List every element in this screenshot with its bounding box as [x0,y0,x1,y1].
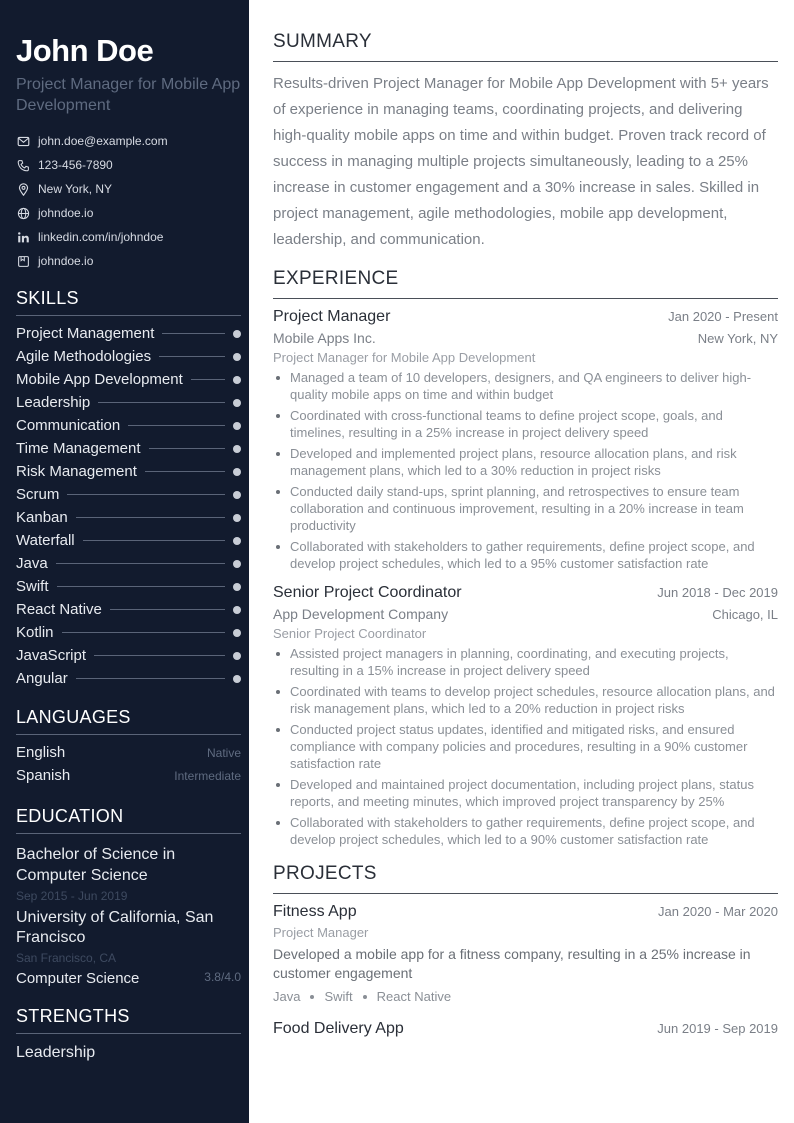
language-level: Native [206,745,241,760]
job-bullet: Collaborated with stakeholders to gather requirements, define project scope, and develop project schedules, which led to a 90% customer satisfaction rate [273,814,778,848]
education-degree: Bachelor of Science in Computer Science [16,846,176,884]
skill-label: Risk Management [16,463,137,480]
skills-list [16,322,241,690]
tag-separator [363,995,367,999]
skill-divider [149,448,226,449]
skill-item [16,391,241,414]
skill-dot [233,652,241,660]
skill-item [16,529,241,552]
skill-divider [98,402,225,403]
skill-item [16,483,241,506]
job-bullet: Developed and maintained project documentation, including project plans, status reports, and meeting minutes, which improved project transparency by 25% [273,776,778,810]
skill-divider [83,540,225,541]
skill-item [16,621,241,644]
skill-divider [162,333,225,334]
skill-label: Waterfall [16,532,75,549]
project-header [273,1020,778,1038]
skill-label: JavaScript [16,647,87,664]
skill-dot [233,583,241,591]
skill-divider [76,678,225,679]
languages-list [16,741,241,787]
experience-section [273,267,778,848]
job-title: Project Manager [273,308,391,325]
projects-heading: PROJECTS [273,862,778,894]
tag-separator [310,995,314,999]
job-entry [273,584,778,848]
language-item [16,764,241,787]
project-role: Project Manager [273,925,369,940]
project-tag: React Native [376,989,452,1004]
job-bullet: Assisted project managers in planning, coordinating, and executing projects, resulting in a 15% increase in project delivery speed [273,645,778,679]
summary-text: Results-driven Project Manager for Mobile App Development with 5+ years of experience in managing teams, coordinating projects, and delivering high-quality mobile apps on time and within budget. Proven track record of success in managing multiple projects simultaneously, leading to a 25% increase in customer engagement and a 30% increase in sales. Skilled in project management, agile methodologies, mobile app development, leadership, and communication. [273,75,769,248]
skill-divider [62,632,225,633]
job-bullet: Conducted daily stand-ups, sprint planning, and retrospectives to ensure team collaboration and continuous improvement, resulting in a 20% increase in team productivity [273,483,778,534]
contact-phone[interactable] [16,153,241,177]
skill-item [16,575,241,598]
skill-item [16,437,241,460]
skill-dot [233,675,241,683]
contact-location-text: New York, NY [38,182,113,196]
skill-label: Kanban [16,509,68,526]
contact-email[interactable] [16,129,241,153]
skill-item [16,644,241,667]
candidate-name: John Doe [16,33,154,68]
contact-phone-text: 123-456-7890 [38,158,113,172]
job-company: App Development Company [273,606,449,622]
language-name: Spanish [16,767,71,784]
experience-heading: EXPERIENCE [273,267,778,299]
job-entry [273,308,778,572]
skill-divider [94,655,225,656]
language-name: English [16,744,66,761]
skill-item [16,506,241,529]
job-title: Senior Project Coordinator [273,584,462,601]
summary-heading: SUMMARY [273,30,778,62]
skill-label: Angular [16,670,68,687]
job-bullet: Developed and implemented project plans, resource allocation plans, and risk management plans, which led to a 30% reduction in project risks [273,445,778,479]
job-company: Mobile Apps Inc. [273,330,376,346]
skill-dot [233,330,241,338]
job-company-row [273,602,778,622]
skill-item [16,345,241,368]
education-heading: EDUCATION [16,805,241,834]
portfolio-icon [16,254,30,268]
education-dates: Sep 2015 - Jun 2019 [16,889,128,903]
skill-dot [233,606,241,614]
skill-item [16,322,241,345]
job-dates: Jan 2020 - Present [668,309,778,324]
education-entry [16,844,241,987]
contact-website-text: johndoe.io [38,206,94,220]
education-gpa: 3.8/4.0 [204,970,241,984]
project-tag: Java [273,989,301,1004]
project-tag: Swift [324,989,353,1004]
job-location: Chicago, IL [712,607,778,622]
skill-label: Agile Methodologies [16,348,152,365]
job-subtitle: Senior Project Coordinator [273,626,427,641]
skill-dot [233,537,241,545]
skill-label: React Native [16,601,102,618]
linkedin-icon [16,230,30,244]
contact-portfolio[interactable] [16,249,241,273]
skill-item [16,368,241,391]
job-dates: Jun 2018 - Dec 2019 [657,585,778,600]
education-school: University of California, San Francisco [16,909,214,946]
strength-item: Leadership [16,1044,96,1061]
phone-icon [16,158,30,172]
skill-dot [233,468,241,476]
language-level: Intermediate [174,768,241,783]
mail-icon [16,134,30,148]
skill-label: Leadership [16,394,91,411]
contact-website[interactable] [16,201,241,225]
contact-list [16,129,241,273]
project-title: Fitness App [273,903,357,920]
skill-divider [159,356,225,357]
job-bullets [273,645,778,848]
skill-divider [145,471,225,472]
skill-divider [128,425,225,426]
project-dates: Jan 2020 - Mar 2020 [658,904,778,919]
contact-linkedin[interactable] [16,225,241,249]
skill-item [16,414,241,437]
skill-dot [233,353,241,361]
skill-dot [233,560,241,568]
skill-dot [233,399,241,407]
skill-dot [233,376,241,384]
job-subtitle: Project Manager for Mobile App Development [273,350,536,365]
job-bullet: Managed a team of 10 developers, designers, and QA engineers to deliver high-quality mobile apps on time and within budget [273,369,778,403]
projects-section [273,862,778,1038]
languages-heading: LANGUAGES [16,706,241,735]
skill-label: Scrum [16,486,60,503]
skill-label: Swift [16,578,49,595]
skill-dot [233,445,241,453]
education-location: San Francisco, CA [16,951,117,965]
contact-email-text: john.doe@example.com [38,134,168,148]
project-description: Developed a mobile app for a fitness company, resulting in a 25% increase in customer engagement [273,946,751,981]
skill-item [16,667,241,690]
skill-dot [233,514,241,522]
project-tags [273,989,778,1004]
skill-dot [233,629,241,637]
education-field-row [16,970,241,987]
project-entry [273,1020,778,1038]
skill-divider [56,563,225,564]
skill-label: Kotlin [16,624,54,641]
sidebar [0,0,249,1123]
skill-divider [191,379,225,380]
job-company-row [273,326,778,346]
job-bullets [273,369,778,572]
job-bullet: Coordinated with teams to develop project schedules, resource allocation plans, and risk management plans, which led to a 20% reduction in project risks [273,683,778,717]
skills-heading: SKILLS [16,287,241,316]
skill-dot [233,422,241,430]
job-bullet: Conducted project status updates, identified and mitigated risks, and ensured compliance with company policies and procedures, resulting in a 90% customer satisfaction rate [273,721,778,772]
job-header [273,308,778,326]
skill-divider [76,517,225,518]
project-dates: Jun 2019 - Sep 2019 [657,1021,778,1036]
project-header [273,903,778,921]
skill-divider [57,586,225,587]
location-pin-icon [16,182,30,196]
job-header [273,584,778,602]
contact-portfolio-text: johndoe.io [38,254,94,268]
contact-location [16,177,241,201]
skill-label: Mobile App Development [16,371,183,388]
job-bullet: Collaborated with stakeholders to gather requirements, define project scope, and develop project schedules, which led to a 95% customer satisfaction rate [273,538,778,572]
globe-icon [16,206,30,220]
skill-item [16,552,241,575]
contact-linkedin-text: linkedin.com/in/johndoe [38,230,164,244]
skill-item [16,460,241,483]
main-content [249,0,794,1123]
skill-label: Communication [16,417,121,434]
language-item [16,741,241,764]
project-entry [273,903,778,1004]
education-field: Computer Science [16,970,140,987]
skill-label: Project Management [16,325,155,342]
skill-item [16,598,241,621]
job-bullet: Coordinated with cross-functional teams to define project scope, goals, and timelines, resulting in a 25% increase in project delivery speed [273,407,778,441]
candidate-role: Project Manager for Mobile App Development [16,76,241,114]
project-title: Food Delivery App [273,1020,404,1037]
skill-dot [233,491,241,499]
skill-label: Time Management [16,440,141,457]
job-location: New York, NY [697,331,778,346]
skill-label: Java [16,555,48,572]
strengths-heading: STRENGTHS [16,1005,241,1034]
skill-divider [110,609,225,610]
skill-divider [67,494,225,495]
